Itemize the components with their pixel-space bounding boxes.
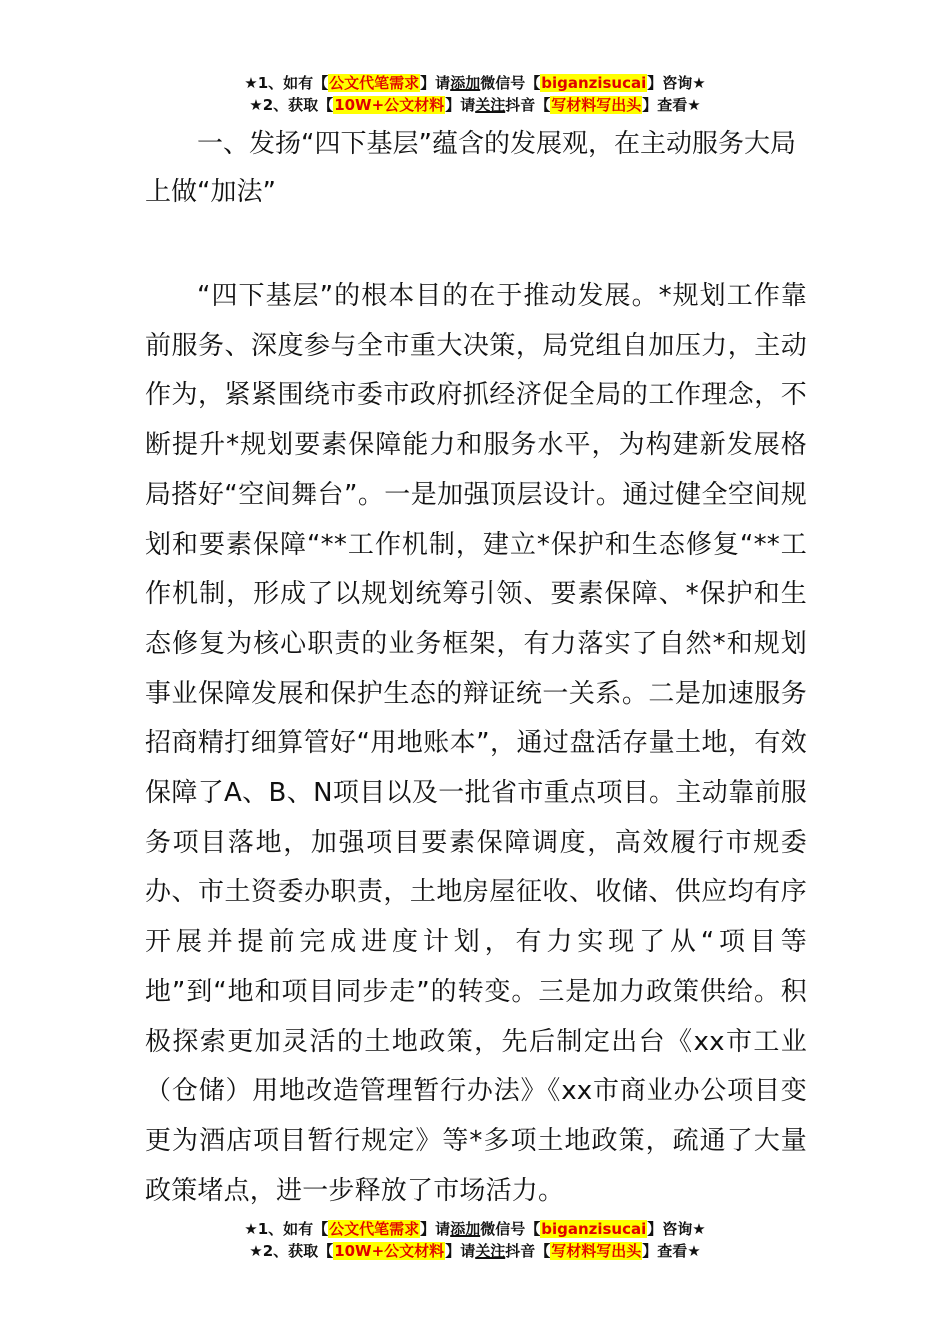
- body-paragraph: “四下基层”的根本目的在于推动发展。*规划工作靠前服务、深度参与全市重大决策，局党组自加压力，主动作为，紧紧围绕市委市政府抓经济促全局的工作理念，不断提升*规划要素保障能力和服务水平，为构建新发展格局搭好“空间舞台”。一是加强顶层设计。通过健全空间规划和要素保障“**工作机制，建立*保护和生态修复“**工作机制，形成了以规划统筹引领、要素保障、*保护和生态修复为核心职责的业务框架，有力落实了自然*和规划事业保障发展和保护生态的辩证统一关系。二是加速服务招商精打细算管好“用地账本”，通过盘活存量土地，有效保障了A、B、N项目以及一批省市重点项目。主动靠前服务项目落地，加强项目要素保障调度，高效履行市规委办、市土资委办职责，土地房屋征收、收储、供应均有序开展并提前完成进度计划，有力实现了从“项目等地”到“地和项目同步走”的转变。三是加力政策供给。积极探索更加灵活的土地政策，先后制定出台《xx市工业（仓储）用地改造管理暂行办法》《xx市商业办公项目变更为酒店项目暂行规定》等*多项土地政策，疏通了大量政策堵点，进一步释放了市场活力。: [145, 281, 807, 1206]
- highlight-materials: 10W+公文材料: [334, 1242, 445, 1260]
- promo-line-1: ★1、如有【公文代笔需求】请添加微信号【biganzisucai】咨询★: [244, 1220, 706, 1238]
- highlight-wechat-id: biganzisucai: [541, 1220, 647, 1238]
- highlight-writing-service: 公文代笔需求: [329, 1220, 420, 1238]
- highlight-materials: 10W+公文材料: [334, 96, 445, 114]
- highlight-wechat-id: biganzisucai: [541, 74, 647, 92]
- promo-line-1: ★1、如有【公文代笔需求】请添加微信号【biganzisucai】咨询★: [244, 74, 706, 92]
- highlight-douyin-account: 写材料写出头: [551, 96, 642, 114]
- section-heading: 一、发扬“四下基层”蕴含的发展观，在主动服务大局上做“加法”: [145, 129, 796, 207]
- promo-line-2: ★2、获取【10W+公文材料】请关注抖音【写材料写出头】查看★: [249, 96, 701, 114]
- promo-line-2: ★2、获取【10W+公文材料】请关注抖音【写材料写出头】查看★: [249, 1242, 701, 1260]
- promo-banner-bottom: [0, 1218, 950, 1262]
- highlight-writing-service: 公文代笔需求: [329, 74, 420, 92]
- highlight-douyin-account: 写材料写出头: [551, 1242, 642, 1260]
- promo-banner-top: [0, 72, 950, 116]
